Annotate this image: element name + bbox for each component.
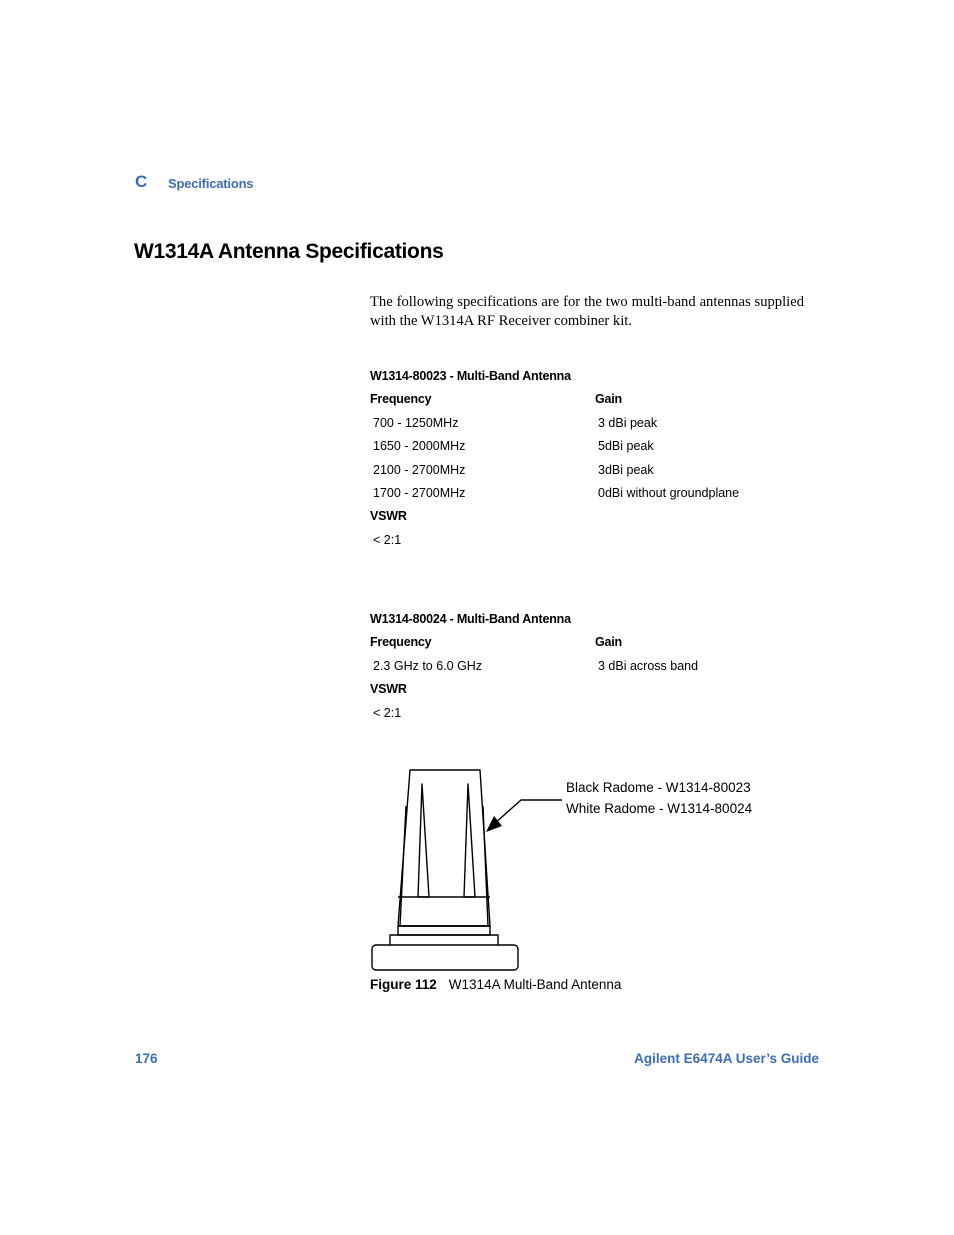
figure-caption-text: W1314A Multi-Band Antenna [448, 977, 622, 992]
radome-fin-left [418, 784, 429, 897]
spec-heading: W1314-80023 - Multi-Band Antenna [370, 369, 571, 383]
radome-inner-left [400, 806, 406, 926]
base-neck [390, 935, 498, 945]
spec-block-w1314-80024 [370, 608, 790, 725]
callout-black-radome: Black Radome - W1314-80023 [566, 780, 751, 795]
chapter-letter: C [135, 172, 148, 191]
spec-row [370, 482, 790, 505]
callout-white-radome: White Radome - W1314-80024 [566, 801, 753, 816]
gain-value: 3 dBi peak [598, 415, 658, 430]
vswr-label: VSWR [370, 509, 407, 524]
spec-column-headers [370, 388, 790, 411]
radome-inner-right [483, 806, 488, 926]
column-header-gain: Gain [595, 635, 622, 650]
frequency-value: 2.3 GHz to 6.0 GHz [373, 658, 483, 673]
vswr-label: VSWR [370, 682, 407, 697]
spec-block-w1314-80023 [370, 365, 790, 552]
guide-title: Agilent E6474A User’s Guide [634, 1051, 819, 1066]
spec-row [370, 412, 790, 435]
column-header-frequency: Frequency [370, 635, 432, 650]
radome-collar [398, 926, 490, 935]
spec-row [370, 459, 790, 482]
gain-value: 5dBi peak [598, 439, 654, 454]
figure-label: Figure 112 [370, 977, 437, 992]
spec-row [370, 655, 790, 678]
gain-value: 0dBi without groundplane [598, 485, 740, 500]
radome-fin-right [464, 784, 475, 897]
frequency-value: 1650 - 2000MHz [373, 439, 466, 454]
vswr-value: < 2:1 [373, 705, 402, 720]
column-header-gain: Gain [595, 392, 622, 407]
column-header-frequency: Frequency [370, 392, 432, 407]
frequency-value: 2100 - 2700MHz [373, 462, 466, 477]
spec-row [370, 435, 790, 458]
frequency-value: 1700 - 2700MHz [373, 485, 466, 500]
radome-outline [398, 770, 490, 926]
intro-paragraph: The following specifications are for the two multi-band antennas supplied with the W1314A RF Receiver combiner kit. [370, 294, 804, 329]
spec-column-headers [370, 631, 790, 654]
gain-value: 3 dBi across band [598, 658, 699, 673]
gain-value: 3dBi peak [598, 462, 654, 477]
page-number: 176 [135, 1051, 158, 1066]
antenna-illustration [366, 766, 766, 976]
figure-caption [370, 977, 621, 992]
chapter-title: Specifications [168, 176, 254, 191]
page-title: W1314A Antenna Specifications [134, 240, 444, 263]
spec-heading: W1314-80024 - Multi-Band Antenna [370, 612, 571, 626]
antenna-base [372, 945, 518, 970]
frequency-value: 700 - 1250MHz [373, 415, 459, 430]
callout-leader [494, 800, 562, 824]
vswr-value: < 2:1 [373, 532, 402, 547]
